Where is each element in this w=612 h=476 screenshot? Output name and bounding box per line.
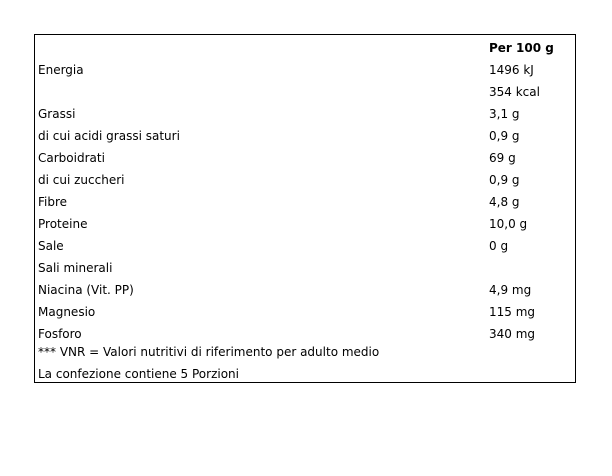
column-header-per-100g: Per 100 g [489, 41, 554, 55]
table-row [35, 169, 575, 191]
footnote-text: La confezione contiene 5 Porzioni [38, 367, 239, 381]
table-row [35, 147, 575, 169]
table-row [35, 81, 575, 103]
nutrient-value: 1496 kJ [489, 63, 534, 77]
table-row [35, 235, 575, 257]
nutrient-value: 354 kcal [489, 85, 540, 99]
table-row [35, 257, 575, 279]
nutrient-label: Grassi [38, 107, 76, 121]
nutrition-table [34, 34, 576, 383]
nutrient-value: 10,0 g [489, 217, 528, 231]
nutrient-label: Carboidrati [38, 151, 105, 165]
footnote-portions [35, 363, 575, 385]
nutrient-label: Magnesio [38, 305, 96, 319]
table-row [35, 59, 575, 81]
nutrient-label: Fosforo [38, 327, 82, 341]
nutrient-label: Sali minerali [38, 261, 113, 275]
table-row [35, 301, 575, 323]
nutrient-value: 0 g [489, 239, 509, 253]
nutrient-label: Proteine [38, 217, 88, 231]
table-row [35, 213, 575, 235]
nutrient-label: di cui acidi grassi saturi [38, 129, 180, 143]
nutrient-label: Niacina (Vit. PP) [38, 283, 134, 297]
nutrient-label: Fibre [38, 195, 68, 209]
table-row [35, 279, 575, 301]
nutrient-value: 0,9 g [489, 173, 520, 187]
table-row [35, 125, 575, 147]
nutrient-value: 3,1 g [489, 107, 520, 121]
footnote-vnr [35, 341, 575, 363]
nutrient-label: di cui zuccheri [38, 173, 125, 187]
nutrient-label: Sale [38, 239, 64, 253]
nutrient-value: 4,9 mg [489, 283, 532, 297]
nutrient-value: 4,8 g [489, 195, 520, 209]
nutrient-value: 69 g [489, 151, 516, 165]
nutrient-value: 0,9 g [489, 129, 520, 143]
table-row [35, 191, 575, 213]
nutrient-value: 115 mg [489, 305, 536, 319]
footnote-text: *** VNR = Valori nutritivi di riferimento per adulto medio [38, 345, 380, 359]
table-row [35, 103, 575, 125]
table-header [35, 37, 575, 59]
nutrient-value: 340 mg [489, 327, 536, 341]
nutrient-label: Energia [38, 63, 84, 77]
